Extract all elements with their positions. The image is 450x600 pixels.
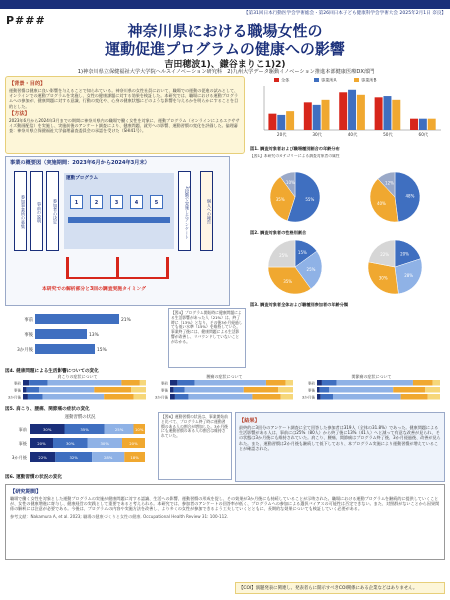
fig1-bar bbox=[322, 100, 330, 130]
fig1-bar bbox=[375, 97, 383, 130]
conclusion-box bbox=[5, 484, 445, 560]
fig5-segment bbox=[39, 387, 94, 393]
timing-marker-1 bbox=[66, 257, 69, 279]
result-heading: 【結果】 bbox=[239, 418, 260, 424]
fig4-value-label: 15% bbox=[97, 348, 107, 353]
background-text: 運動習慣は健康に良い影響を与えることで知られている。神奈川県の女性社員において、職場での運動の促進の試みとして、オンラインでの運動プログラムを実施し、女性の健康課題に対する効果を検証した。本研究では、職場における運動プログラムへの参加が、健康問題に対する意識、行動の変化や、心身の健康状態にどのような影響を与えるかを明らかにすることを目的とした。 bbox=[9, 88, 239, 109]
fig2-caption: 図2. 調査対象者の性格別割合 bbox=[250, 230, 307, 235]
fig5-segment bbox=[188, 394, 252, 400]
fig5-panel-title: 腰痛の症状について bbox=[206, 374, 243, 379]
fig5-segment bbox=[28, 394, 43, 400]
fig6-segment-label: 30% bbox=[43, 427, 52, 432]
fig6-panel bbox=[5, 412, 155, 482]
fig3-slice-label: 35% bbox=[283, 278, 293, 284]
fig1-legend-label: 事業所B bbox=[361, 77, 377, 83]
fig6-segment-label: 30% bbox=[66, 441, 75, 446]
fig3-slice-label: 28% bbox=[404, 273, 414, 279]
fig5-segment bbox=[281, 394, 293, 400]
fig3-slice-label: 25% bbox=[306, 267, 316, 273]
fig6-row-label: 事後 bbox=[18, 441, 27, 446]
fig6-segment-label: 22% bbox=[38, 455, 47, 460]
top-band bbox=[0, 0, 450, 9]
step-3: 3 bbox=[110, 195, 123, 209]
fig1-tick-label: 50代 bbox=[383, 132, 393, 137]
fig5-segment bbox=[333, 394, 401, 400]
fig6-segment-label: 25% bbox=[114, 427, 124, 432]
program-label: 運動プログラム bbox=[66, 176, 99, 181]
fig4-note: 【図4】プログラム開始時に健康問題による生活影響があった人（21%）は、終了時に（13%）となり、その後3か月経過しても低い水準（15%）を維持していた。事業終了後には、健康問題による生活影響が改善し、リバウンドしていないことがわかる。 bbox=[168, 308, 246, 368]
fig6-row-label: 事前 bbox=[18, 427, 27, 432]
fig1-bar bbox=[339, 92, 347, 130]
fig5-segment bbox=[337, 380, 413, 386]
fig1-legend-label: 事業所A bbox=[321, 77, 337, 83]
step-1: 1 bbox=[70, 195, 83, 209]
fig5-segment bbox=[104, 394, 134, 400]
fig5-segment bbox=[393, 387, 425, 393]
fig6-segment-label: 28% bbox=[103, 455, 113, 460]
program-timeline-bar bbox=[68, 217, 170, 223]
fig1-tick-label: 30代 bbox=[312, 132, 322, 137]
fig1-caption: 図1. 調査対象者および職場種別割合の年齢分布 bbox=[250, 146, 340, 151]
fig4-bar bbox=[35, 314, 119, 324]
fig5-segment bbox=[317, 387, 319, 393]
fig5-segment bbox=[401, 394, 428, 400]
coi-box: 【COI】演題発表に関連し、発表者らに開示すべきCOI関係にある企業などはありません。 bbox=[235, 582, 445, 594]
fig5-panel-title: 関節痛の症状について bbox=[351, 374, 392, 379]
fig1-chart bbox=[250, 76, 445, 142]
conclusion-heading: 【研究期間】 bbox=[10, 489, 42, 495]
fig5-segment bbox=[319, 387, 329, 393]
fig5-segment bbox=[174, 387, 185, 393]
fig3-slice-label: 20% bbox=[400, 251, 409, 257]
fig1-bar bbox=[286, 111, 294, 130]
fig5-segment bbox=[329, 387, 393, 393]
fig2-slice-label: 35% bbox=[275, 196, 285, 202]
fig4-row-label: 事後 bbox=[24, 333, 33, 338]
fig1-tick-label: 60代 bbox=[418, 132, 429, 137]
poster-title-line1: 神奈川県における職場女性の bbox=[127, 22, 323, 40]
fig5-segment bbox=[170, 380, 177, 386]
fig5-segment bbox=[29, 380, 47, 386]
fig5-segment bbox=[134, 394, 146, 400]
fig1-bar bbox=[277, 115, 285, 130]
fig5-panel-title: 肩こりの症状について bbox=[57, 374, 98, 379]
fig5-segment bbox=[317, 380, 322, 386]
fig4-row-label: 事前 bbox=[24, 318, 33, 323]
fig5-segment bbox=[252, 394, 280, 400]
flow-box-survey: 3段階で実施したアンケート bbox=[178, 171, 191, 251]
fig3-caption: 図3. 調査対象者全体および職種別参加者の年齢分類 bbox=[250, 302, 349, 307]
fig1-legend-label: 全体 bbox=[281, 77, 290, 83]
fig6-segment-label: 32% bbox=[69, 455, 78, 460]
fig2-slice-label: 10% bbox=[285, 180, 295, 186]
step-5: 5 bbox=[150, 195, 163, 209]
timing-marker-2 bbox=[116, 257, 119, 279]
fig1-legend-swatch bbox=[274, 78, 279, 82]
fig1-bar bbox=[383, 96, 391, 130]
fig5-segment bbox=[27, 387, 39, 393]
step-2: 2 bbox=[90, 195, 103, 209]
flow-box-report: 個人への報告 bbox=[200, 171, 213, 251]
fig3-chart bbox=[250, 236, 445, 298]
result-text: 最終的に3回分のアンケート調査に全て回答した参加者は319人（全体の31.8%）であった。健康問題による生活影響がある人は、事前には25%（80人）から終了後に13%（41人）へと減って有意な改善が見られ、その状態は3か月後にも維持されていた。肩こり、腰痛、関節痛はプログラム終了後、3か月経過後、改善が見られた。また、運動習慣は2か月後も継続して低下しており、本プログラム実施により運動習慣が増えていることが確認された。 bbox=[239, 425, 441, 451]
fig4-value-label: 21% bbox=[121, 318, 131, 323]
fig3-slice-label: 15% bbox=[297, 250, 307, 256]
fig5-segment bbox=[433, 380, 440, 386]
fig4-bar bbox=[35, 344, 95, 354]
fig2-slice-label: 12% bbox=[385, 180, 394, 186]
reference-text: 参考文献：Nakamura A, et al. 2023; 職場の健康づくりと女性の健康. Occupational Health Review 31: 100-112. bbox=[10, 513, 229, 519]
fig5-segment bbox=[317, 394, 321, 400]
fig1-bar bbox=[357, 95, 365, 130]
fig4-panel bbox=[5, 308, 165, 374]
fig1-panel bbox=[250, 76, 445, 152]
fig5-chart bbox=[5, 374, 445, 402]
fig5-segment bbox=[177, 380, 194, 386]
fig2-slice-label: 55% bbox=[305, 196, 315, 202]
fig1-bar bbox=[304, 102, 312, 130]
fig4-bar bbox=[35, 329, 87, 339]
fig1-bar bbox=[410, 119, 418, 130]
flow-diagram bbox=[5, 156, 230, 306]
fig1-legend-swatch bbox=[354, 78, 359, 82]
fig3-slice-label: 30% bbox=[378, 275, 388, 281]
intro-box bbox=[5, 76, 245, 154]
flow-box-decide: 参加者の決定 bbox=[46, 171, 59, 251]
fig5-segment bbox=[121, 380, 139, 386]
fig5-row-label: 事後 bbox=[307, 388, 315, 393]
fig5-row-label: 事前 bbox=[307, 381, 315, 386]
fig5-segment bbox=[131, 387, 146, 393]
fig6-segment-label: 20% bbox=[37, 441, 46, 446]
fig6-row-label: 3か月後 bbox=[11, 455, 27, 460]
timing-note: 本研究での解析部分と3回の調査実施タイミング bbox=[42, 287, 146, 292]
method-heading: 【方法】 bbox=[9, 110, 30, 117]
fig5-row-label: 事前 bbox=[160, 381, 168, 386]
fig3-panel bbox=[250, 236, 445, 308]
fig5-segment bbox=[23, 380, 29, 386]
fig1-bar bbox=[392, 100, 400, 130]
fig6-segment-label: 18% bbox=[130, 455, 139, 460]
fig5-area bbox=[5, 374, 445, 410]
fig3-slice-label: 25% bbox=[279, 253, 288, 259]
fig5-segment bbox=[321, 394, 333, 400]
fig5-segment bbox=[278, 387, 293, 393]
fig5-segment bbox=[94, 387, 131, 393]
fig2-slice-label: 48% bbox=[405, 193, 415, 199]
fig5-segment bbox=[195, 380, 266, 386]
fig5-segment bbox=[413, 380, 433, 386]
flow-heading: 事業の概要図（実施期間：2023年6月から2024年3月末） bbox=[10, 160, 150, 166]
fig5-row-label: 3か月後 bbox=[301, 395, 315, 400]
fig5-segment bbox=[48, 380, 122, 386]
fig5-row-label: 3か月後 bbox=[154, 395, 168, 400]
affiliations: 1)神奈川県立保健福祉大学大学院ヘルスイノベーション研究科 2)九州大学データ駆動イノベーション推進本部健康医療DX部門 bbox=[77, 69, 375, 75]
fig5-segment bbox=[140, 380, 146, 386]
fig4-row-label: 3か月後 bbox=[17, 348, 33, 353]
fig2-chart bbox=[250, 168, 445, 226]
fig6-chart bbox=[5, 412, 155, 470]
flow-box-recruit: 参加事業所の募集 bbox=[14, 171, 27, 251]
fig5-segment bbox=[286, 380, 293, 386]
fig6-panel-title: 運動習慣の状況 bbox=[64, 415, 96, 420]
fig5-segment bbox=[23, 394, 28, 400]
fig6-caption: 図6. 運動習慣の状況の変化 bbox=[5, 475, 63, 480]
fig3-slice-label: 22% bbox=[380, 252, 390, 258]
step-4: 4 bbox=[130, 195, 143, 209]
fig5-row-label: 3か月後 bbox=[7, 395, 21, 400]
fig5-segment bbox=[185, 387, 244, 393]
fig5-segment bbox=[244, 387, 278, 393]
result-box bbox=[235, 412, 445, 482]
fig4-caption: 図4. 健康問題による生活影響についての変化 bbox=[5, 369, 99, 374]
fig1-bar bbox=[268, 114, 276, 130]
fig6-note: 【図6】運動習慣の状況は、事業開始前と比べて、プログラム終了時に運動習慣のある人の割合が増加した。3か月後にも運動習慣のある人の割合は維持されていた。 bbox=[158, 412, 232, 480]
method-text: 2023年6月から2024年3月までの期間に神奈川県内の職場で働く女性を対象に、運動プログラム（オンラインによるエクササイズ動画配信）を実施し、実施前後のアンケート調査により、健康問題、就労への影響、運動習慣の変化を評価した。倫理審査：神奈川県立保健福祉大学倫理審査委員会の承認を受けた（SHI41号）。 bbox=[9, 117, 240, 134]
fig1-bar bbox=[428, 119, 436, 130]
fig5-segment bbox=[266, 380, 286, 386]
timing-marker-3 bbox=[166, 257, 169, 279]
fig1-bar bbox=[348, 90, 356, 130]
fig6-segment-label: 10% bbox=[135, 427, 144, 432]
fig5-row-label: 事前 bbox=[13, 381, 21, 386]
fig4-value-label: 13% bbox=[89, 333, 99, 338]
fig1-tick-label: 20代 bbox=[276, 132, 287, 137]
timing-connector bbox=[66, 277, 169, 279]
fig5-row-label: 事後 bbox=[160, 388, 168, 393]
fig4-chart bbox=[5, 308, 165, 364]
fig6-segment-label: 20% bbox=[129, 441, 138, 446]
fig5-segment bbox=[428, 394, 440, 400]
fig5-segment bbox=[170, 387, 174, 393]
authors: 吉田穂波1)、鎌谷まりこ1)2) bbox=[164, 60, 286, 70]
fig2-slice-label: 40% bbox=[376, 200, 386, 206]
fig1-tick-label: 40代 bbox=[347, 132, 358, 137]
fig1-legend-swatch bbox=[314, 78, 319, 82]
poster-title-line2: 運動促進プログラムの健康への影響 bbox=[105, 40, 345, 58]
program-area bbox=[64, 173, 174, 249]
fig6-segment-label: 30% bbox=[100, 441, 109, 446]
fig6-segment-label: 35% bbox=[80, 427, 89, 432]
flow-box-explain: 事前の説明 bbox=[30, 171, 43, 251]
fig2-note: 【図1】本研究のカテゴリーによる調査対象者の属性 bbox=[250, 154, 340, 158]
fig5-row-label: 事後 bbox=[13, 388, 21, 393]
fig1-bar bbox=[419, 119, 427, 130]
conference-label: 【第31回日本行動医学会学術総会・第26回日本子ども健康科学会学術大会 2025年2月1日 奈良】 bbox=[243, 11, 446, 16]
fig5-segment bbox=[322, 380, 337, 386]
fig1-bar bbox=[313, 105, 321, 130]
fig5-segment bbox=[23, 387, 27, 393]
fig5-segment bbox=[425, 387, 440, 393]
poster-id: P### bbox=[6, 14, 46, 27]
fig5-segment bbox=[43, 394, 105, 400]
background-heading: 【背景・目的】 bbox=[9, 81, 46, 87]
fig5-caption: 図5. 肩こり、腰痛、関節痛の症状の変化 bbox=[5, 407, 90, 412]
fig5-segment bbox=[170, 394, 175, 400]
conclusion-text: 職場で働く女性を対象とした運動プログラムの実施が健康問題に対する認識、生活への影響、運動習慣の形成を促し、その効果が3か月後にも持続していることが示唆された。職場における運動プログラムを継続的に提供していくことが、女性の健康増進に寄与し、健康経営の実践として重要であると考えられる。本研究では、参加者のアンケートの回答率が低く、プログラムへの参加による選択バイアスの可能性は否定できない。また、対照群がないことから因果関係の解釈には注意が必要である。今後は、プログラムの内容や実施方法を改善し、より多くの女性が参加できるよう工夫していくとともに、長期的な効果についても検証していく必要がある。 bbox=[10, 496, 440, 512]
fig5-segment bbox=[175, 394, 189, 400]
fig2-panel bbox=[250, 168, 445, 234]
